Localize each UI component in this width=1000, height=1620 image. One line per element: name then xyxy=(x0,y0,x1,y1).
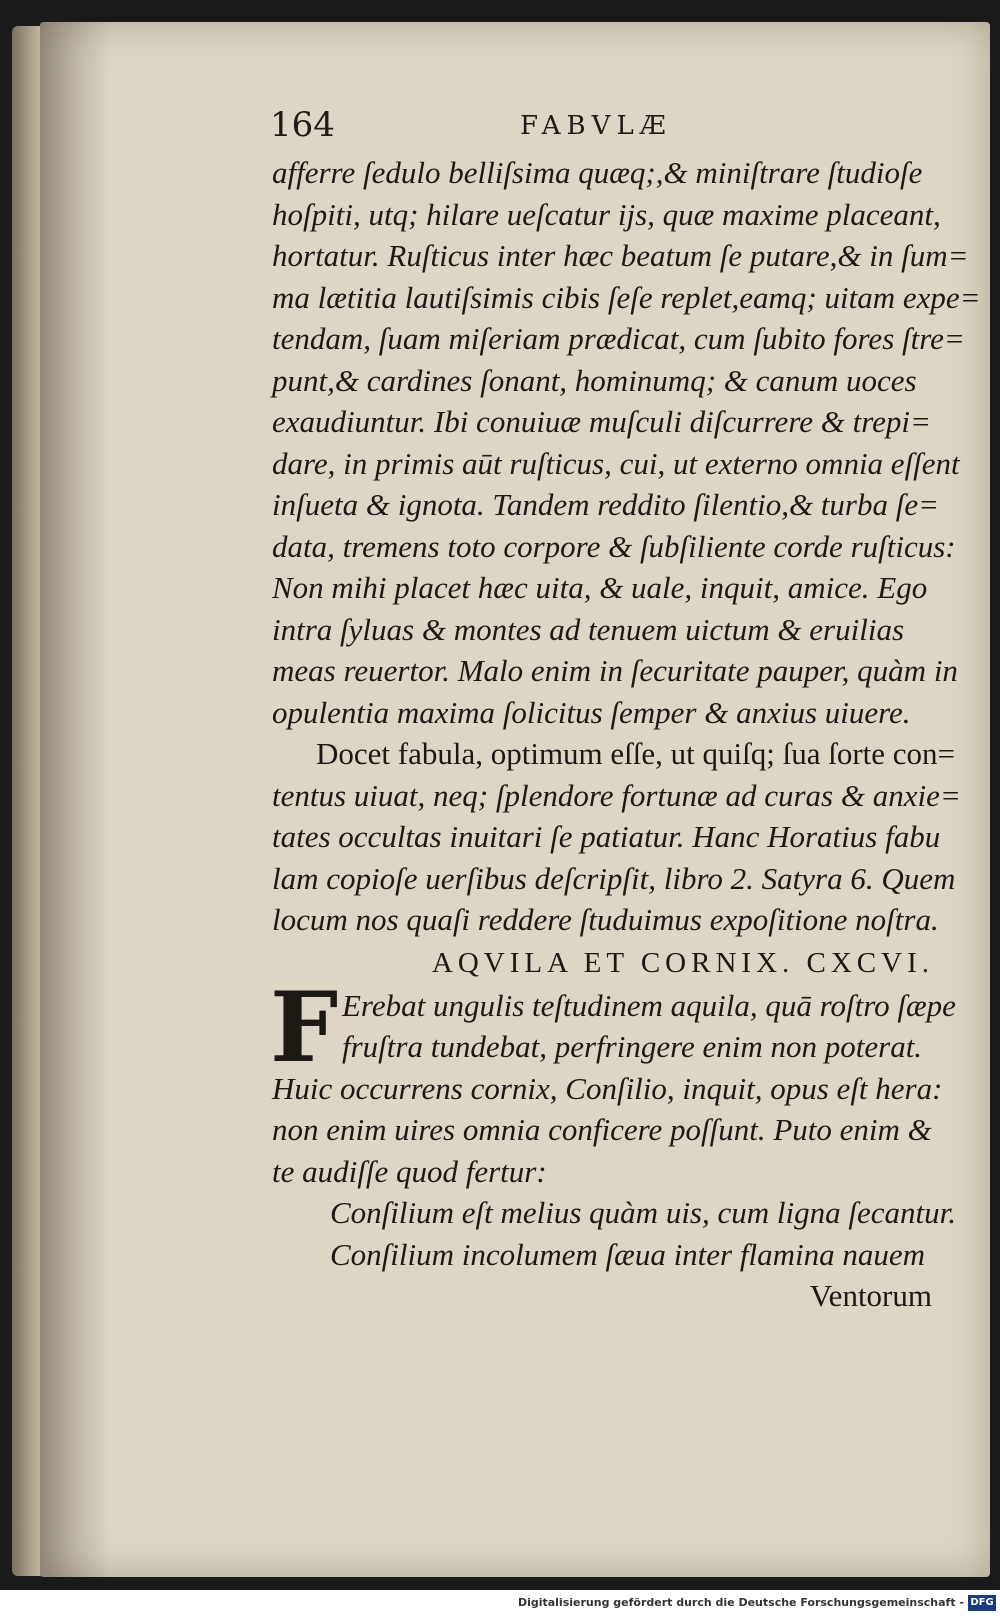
text-line: hortatur. Ruſticus inter hæc beatum ſe putare,& in ſum= xyxy=(272,238,969,273)
text-line: meas reuertor. Malo enim in ſecuritate pauper, quàm in xyxy=(272,653,958,688)
text-line: afferre ſedulo belliſsima quæq;,& miniſtrare ſtudioſe xyxy=(272,155,923,190)
text-line: exaudiuntur. Ibi conuiuæ muſculi diſcurrere & trepi= xyxy=(272,404,931,439)
text-line: intra ſyluas & montes ad tenuem uictum & eruilias xyxy=(272,611,905,647)
fable-line: te audiſſe quod fertur: xyxy=(272,1153,547,1189)
funding-credit: Digitalisierung gefördert durch die Deutsche Forschungsgemeinschaft - xyxy=(517,1596,964,1609)
moral-line: lam copioſe uerſibus deſcripſit, libro 2. Satyra 6. Quem xyxy=(272,860,956,896)
moral-line: locum nos quaſi reddere ſtuduimus expoſitione noſtra. xyxy=(272,902,939,937)
fable-line: Huic occurrens cornix, Conſilio, inquit, opus eſt hera: xyxy=(272,1070,943,1106)
fable-opening xyxy=(270,970,972,1084)
text-line: ma lætitia lautiſsimis cibis ſeſe replet,eamq; uitam expe= xyxy=(272,279,981,315)
text-line: punt,& cardines ſonant, hominumq; & canum uoces xyxy=(272,362,917,398)
moral-line: tentus uiuat, neq; ſplendore fortunæ ad curas & anxie= xyxy=(272,777,961,813)
page-header xyxy=(270,105,970,145)
page-text xyxy=(270,152,981,1317)
text-line: tendam, ſuam miſeriam prædicat, cum ſubito fores ſtre= xyxy=(272,321,965,356)
drop-cap: F xyxy=(270,970,339,1084)
moral-line: tates occultas inuitari ſe patiatur. Hanc Horatius fabu xyxy=(272,819,941,854)
fable-line: non enim uires omnia conficere poſſunt. Puto enim & xyxy=(272,1112,932,1147)
catchword: Ventorum xyxy=(809,1278,932,1313)
moral-line: Docet fabula, optimum eſſe, ut quiſq; ſua ſorte con= xyxy=(316,736,956,771)
fable-line: fruſtra tundebat, perfringere enim non poterat. xyxy=(342,1029,923,1064)
fable-heading: AQVILA ET CORNIX. CXCVI. xyxy=(431,946,934,979)
text-line: data, tremens toto corpore & ſubſiliente corde ruſticus: xyxy=(272,528,956,564)
running-head: FABVLÆ xyxy=(520,111,672,141)
text-line: dare, in primis aūt ruſticus, cui, ut externo omnia eſſent xyxy=(272,445,960,481)
text-line: hoſpiti, utq; hilare ueſcatur ijs, quæ maxime placeant, xyxy=(272,196,941,232)
dfg-logo: DFG xyxy=(968,1595,996,1611)
text-line: Non mihi placet hæc uita, & uale, inquit, amice. Ego xyxy=(272,570,928,605)
page-number: 164 xyxy=(270,105,335,145)
footer-bar xyxy=(0,1590,1000,1620)
fable-line: Erebat ungulis teſtudinem aquila, quā roſtro ſæpe xyxy=(342,987,956,1023)
verse-line: Conſilium eſt melius quàm uis, cum ligna ſecantur. xyxy=(330,1195,956,1230)
text-line: inſueta & ignota. Tandem reddito ſilentio,& turba ſe= xyxy=(272,487,940,522)
verse-line: Conſilium incolumem ſæua inter flamina nauem xyxy=(330,1236,925,1272)
text-line: opulentia maxima ſolicitus ſemper & anxius uiuere. xyxy=(272,694,911,730)
